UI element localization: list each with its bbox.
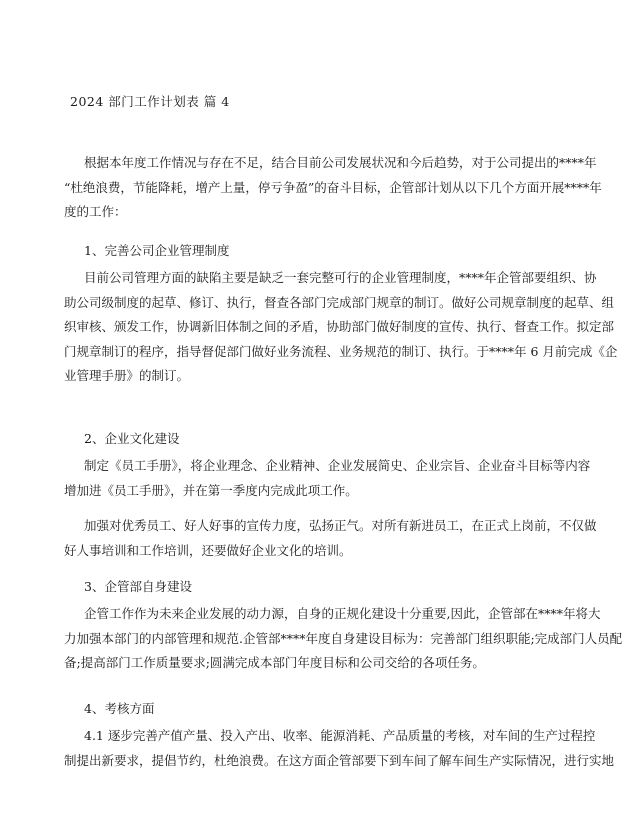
section-2-heading: 2、企业文化建设 <box>84 431 180 446</box>
section-1-line: 织审核、颁发工作，协调新旧体制之间的矛盾，协助部门做好制度的宣传、执行、督查工作。拟定部 <box>64 319 615 334</box>
section-3-line: 企管工作作为未来企业发展的动力源，自身的正规化建设十分重要,因此，企管部在****年将大 <box>84 606 601 621</box>
section-1-paragraph <box>64 266 618 389</box>
section-4-line: 制提出新要求，提倡节约，杜绝浪费。在这方面企管部要下到车间了解车间生产实际情况，进行实地 <box>64 752 615 768</box>
section-3-line: 力加强本部门的内部管理和规范.企管部****年度自身建设目标为：完善部门组织职能;完成部门人员配 <box>64 630 622 646</box>
intro-line: 根据本年度工作情况与存在不足，结合目前公司发展状况和今后趋势，对于公司提出的****年 <box>84 155 597 170</box>
section-4-line: 4.1 逐步完善产值产量、投入产出、收率、能源消耗、产品质量的考核，对车间的生产过程控 <box>84 728 596 743</box>
section-1-line: 业管理手册》的制订。 <box>64 368 190 383</box>
intro-line: 度的工作： <box>64 204 127 219</box>
section-3-heading: 3、企管部自身建设 <box>84 579 192 594</box>
section-2-line: 加强对优秀员工、好人好事的宣传力度，弘扬正气。对所有新进员工，在正式上岗前，不仅做 <box>84 518 597 533</box>
section-3-line: 备;提高部门工作质量要求;圆满完成本部门年度目标和公司交给的各项任务。 <box>64 655 485 670</box>
document-title: 2024 部门工作计划表 篇 4 <box>70 94 230 109</box>
section-1-heading: 1、完善公司企业管理制度 <box>84 243 230 258</box>
intro-paragraph <box>64 151 602 225</box>
section-2-paragraph-2 <box>64 514 597 563</box>
intro-line: “杜绝浪费，节能降耗，增产上量，停亏争盈”的奋斗目标，企管部计划从以下几个方面开展****年 <box>64 179 602 195</box>
section-1-line: 门规章制订的程序，指导督促部门做好业务流程、业务规范的制订、执行。于****年 6 月前完成《企 <box>64 343 618 359</box>
section-2-line: 制定《员工手册》，将企业理念、企业精神、企业发展简史、企业宗旨、企业奋斗目标等内容 <box>84 458 591 473</box>
section-2-paragraph-1 <box>64 454 591 503</box>
section-1-line: 目前公司管理方面的缺陷主要是缺乏一套完整可行的企业管理制度，****年企管部要组织、协 <box>84 270 597 285</box>
section-4-paragraph <box>64 724 615 773</box>
section-4-heading: 4、考核方面 <box>84 701 155 716</box>
section-2-line: 好人事培训和工作培训，还要做好企业文化的培训。 <box>64 542 352 558</box>
section-3-paragraph <box>64 602 622 676</box>
section-2-line: 增加进《员工手册》，并在第一季度内完成此项工作。 <box>64 482 358 498</box>
section-1-line: 助公司级制度的起草、修订、执行，督查各部门完成部门规章的制订。做好公司规章制度的起草、组 <box>64 294 615 310</box>
